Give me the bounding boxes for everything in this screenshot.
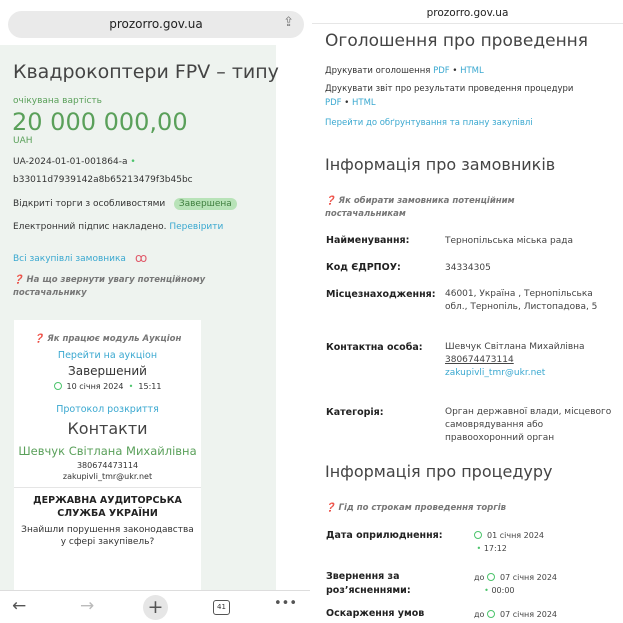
auction-card	[14, 320, 201, 600]
print-report: Друкувати звіт про результати проведення процедури	[325, 84, 574, 94]
expected-amount: 20 000 000,00	[12, 108, 188, 136]
forward-icon[interactable]: →	[80, 596, 95, 616]
divider	[312, 23, 623, 24]
status-badge: Завершена	[174, 198, 237, 210]
procedure-heading: Інформація про процедуру	[325, 462, 553, 481]
attention-help[interactable]: ❓ На що звернути увагу потенційному постачальнику	[13, 275, 206, 298]
currency: UAH	[13, 136, 33, 146]
clock-icon	[487, 610, 495, 618]
tabs-button[interactable]: 41	[213, 600, 230, 615]
address-bar[interactable]	[8, 11, 304, 38]
tender-hash: b33011d7939142a8b65213479f3b45bc	[13, 175, 193, 185]
contact-email[interactable]: zakupivli_tmr@ukr.net	[445, 368, 546, 378]
date-label: Оскарження умов	[326, 608, 425, 619]
row-label: Найменування:	[326, 235, 410, 246]
audit-service-title: ДЕРЖАВНА АУДИТОРСЬКА СЛУЖБА УКРАЇНИ	[33, 495, 182, 519]
url-text[interactable]: prozorro.gov.ua	[426, 7, 509, 19]
url-text: prozorro.gov.ua	[109, 17, 203, 31]
clock-icon	[54, 382, 62, 390]
html-link[interactable]: HTML	[460, 66, 484, 76]
contact-person: Шевчук Світлана Михайлівна 380674473114 zakupivli_tmr@ukr.net	[445, 342, 585, 378]
divider	[14, 487, 201, 488]
customer-name: Тернопільська міська рада	[445, 236, 573, 246]
appeal-date: до 07 січня 2024	[474, 610, 557, 619]
row-label: Код ЄДРПОУ:	[326, 262, 401, 273]
right-screenshot	[312, 0, 623, 623]
row-label: Місцезнаходження:	[326, 289, 436, 300]
contact-phone[interactable]: 380674473114	[445, 355, 514, 365]
protocol-link[interactable]: Протокол розкриття	[56, 404, 159, 415]
verify-link[interactable]: Перевірити	[169, 222, 224, 232]
contacts-heading: Контакти	[67, 419, 148, 438]
contact-phone: 380674473114	[76, 461, 139, 470]
report-links: PDF • HTML	[325, 98, 376, 108]
auction-help[interactable]: ❓ Як працює модуль Аукціон	[33, 334, 182, 344]
print-announce: Друкувати оголошення PDF • HTML	[325, 66, 484, 76]
auction-status: Завершений	[68, 364, 147, 378]
plan-link[interactable]: Перейти до обґрунтування та плану закупівлі	[325, 118, 533, 128]
tender-id: UA-2024-01-01-001864-a •	[13, 157, 136, 167]
clock-icon	[474, 531, 482, 539]
more-icon[interactable]: •••	[274, 596, 298, 611]
html-link[interactable]: HTML	[351, 98, 376, 108]
go-auction-link[interactable]: Перейти на аукціон	[57, 350, 158, 361]
contact-name: Шевчук Світлана Михайлівна	[18, 444, 197, 458]
clarification-date: до 07 січня 2024 • 00:00	[474, 573, 557, 595]
date-label: Дата оприлюднення:	[326, 530, 443, 541]
auction-datetime: 10 січня 2024 • 15:11	[14, 382, 201, 392]
all-purchases-link[interactable]: Всі закупівлі замовника	[13, 254, 126, 264]
pdf-link[interactable]: PDF	[433, 66, 450, 76]
row-label: Категорія:	[326, 407, 384, 418]
share-icon[interactable]: ⇪	[283, 15, 294, 30]
expected-value-label: очікувана вартість	[13, 96, 102, 106]
procedure-help[interactable]: ❓ Гід по строкам проведення торгів	[325, 503, 506, 513]
procedure-type: Відкриті торги з особливостями Завершена	[13, 199, 237, 210]
customers-heading: Інформація про замовників	[325, 155, 556, 174]
date-label: Звернення за роз’ясненнями:	[326, 571, 411, 596]
customer-help[interactable]: ❓ Як обирати замовника потенційним постачальникам	[325, 196, 515, 219]
new-tab-button[interactable]: +	[143, 595, 168, 620]
customer-address: 46001, Україна , Тернопільська обл., Тернопіль, Листопадова, 5	[445, 289, 598, 312]
clock-icon	[487, 573, 495, 581]
audit-service-text: Знайшли порушення законодавства у сфері закупівель?	[21, 525, 194, 547]
tender-title: Квадрокоптери FPV – типу	[13, 61, 279, 83]
pdf-link[interactable]: PDF	[325, 98, 342, 108]
left-screenshot	[0, 0, 310, 623]
back-icon[interactable]: ←	[12, 596, 27, 616]
handcuffs-icon: ꝏ	[135, 251, 148, 265]
row-label: Контактна особа:	[326, 342, 423, 353]
customer-category: Орган державної влади, місцевого самоврядування або правоохоронний орган	[445, 407, 612, 443]
publish-date: 01 січня 2024 • 17:12	[474, 529, 614, 555]
browser-toolbar	[0, 590, 310, 623]
announce-heading: Оголошення про проведення	[325, 31, 589, 51]
edrpou-code: 34334305	[445, 263, 491, 273]
contact-email: zakupivli_tmr@ukr.net	[62, 472, 153, 481]
signature-info: Електронний підпис накладено. Перевірити	[13, 222, 224, 232]
